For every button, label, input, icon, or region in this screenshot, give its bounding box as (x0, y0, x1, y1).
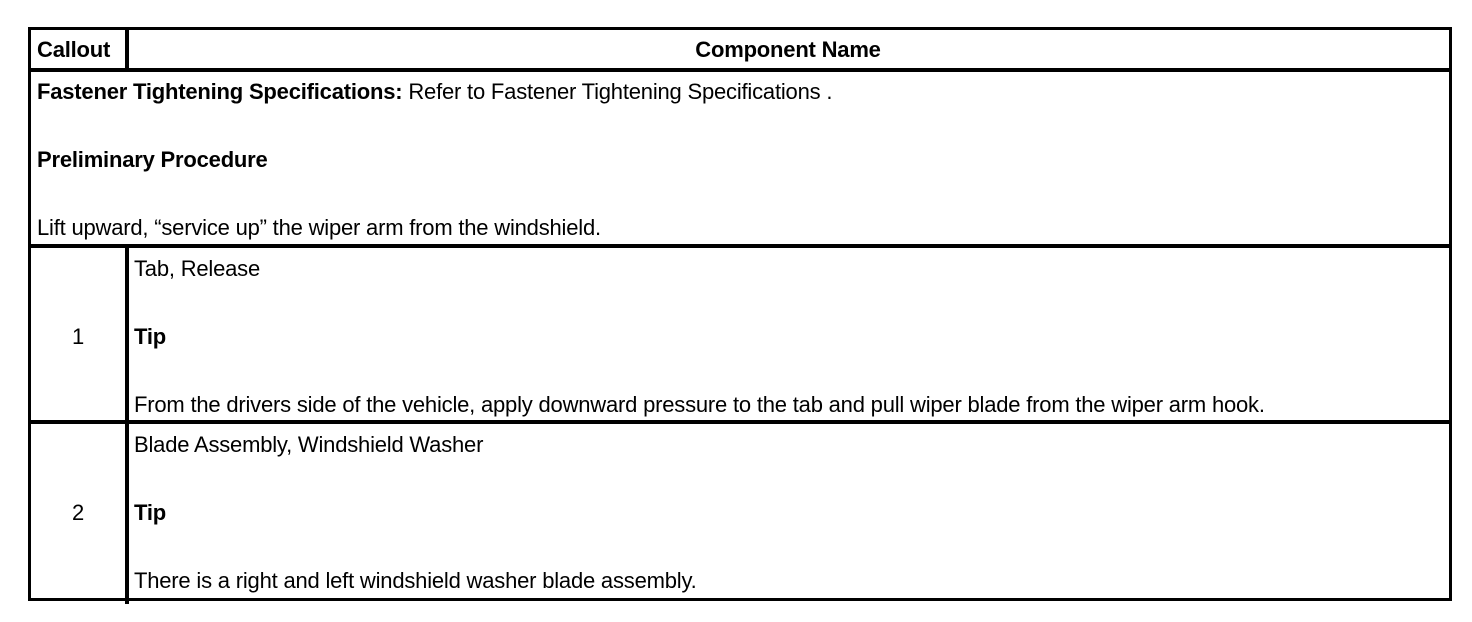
fastener-spec-label: Fastener Tightening Specifications: (37, 79, 403, 104)
row-1-component-name: Tab, Release (134, 256, 261, 281)
header-divider (31, 68, 1449, 72)
header-column-divider (125, 30, 129, 70)
intro-divider (31, 244, 1449, 248)
header-component-name: Component Name (695, 37, 881, 62)
row-1-callout: 1 (71, 324, 85, 349)
row-2-callout: 2 (71, 500, 85, 525)
row-2-tip-label: Tip (134, 500, 166, 525)
header-callout: Callout (37, 37, 111, 62)
procedure-table (28, 27, 1452, 601)
row-1-divider (31, 420, 1449, 424)
fastener-spec-line (37, 79, 832, 105)
row-2-component-name: Blade Assembly, Windshield Washer (134, 432, 484, 457)
row-1-tip-label: Tip (134, 324, 166, 349)
items-column-divider (125, 244, 129, 604)
preliminary-procedure-heading: Preliminary Procedure (37, 147, 268, 172)
row-1-tip-text: From the drivers side of the vehicle, apply downward pressure to the tab and pull wiper blade from the wiper arm hook. (134, 392, 1265, 417)
preliminary-procedure-text: Lift upward, “service up” the wiper arm from the windshield. (37, 215, 601, 240)
row-2-tip-text: There is a right and left windshield washer blade assembly. (134, 568, 697, 593)
fastener-spec-text: Refer to Fastener Tightening Specifications . (402, 79, 833, 104)
